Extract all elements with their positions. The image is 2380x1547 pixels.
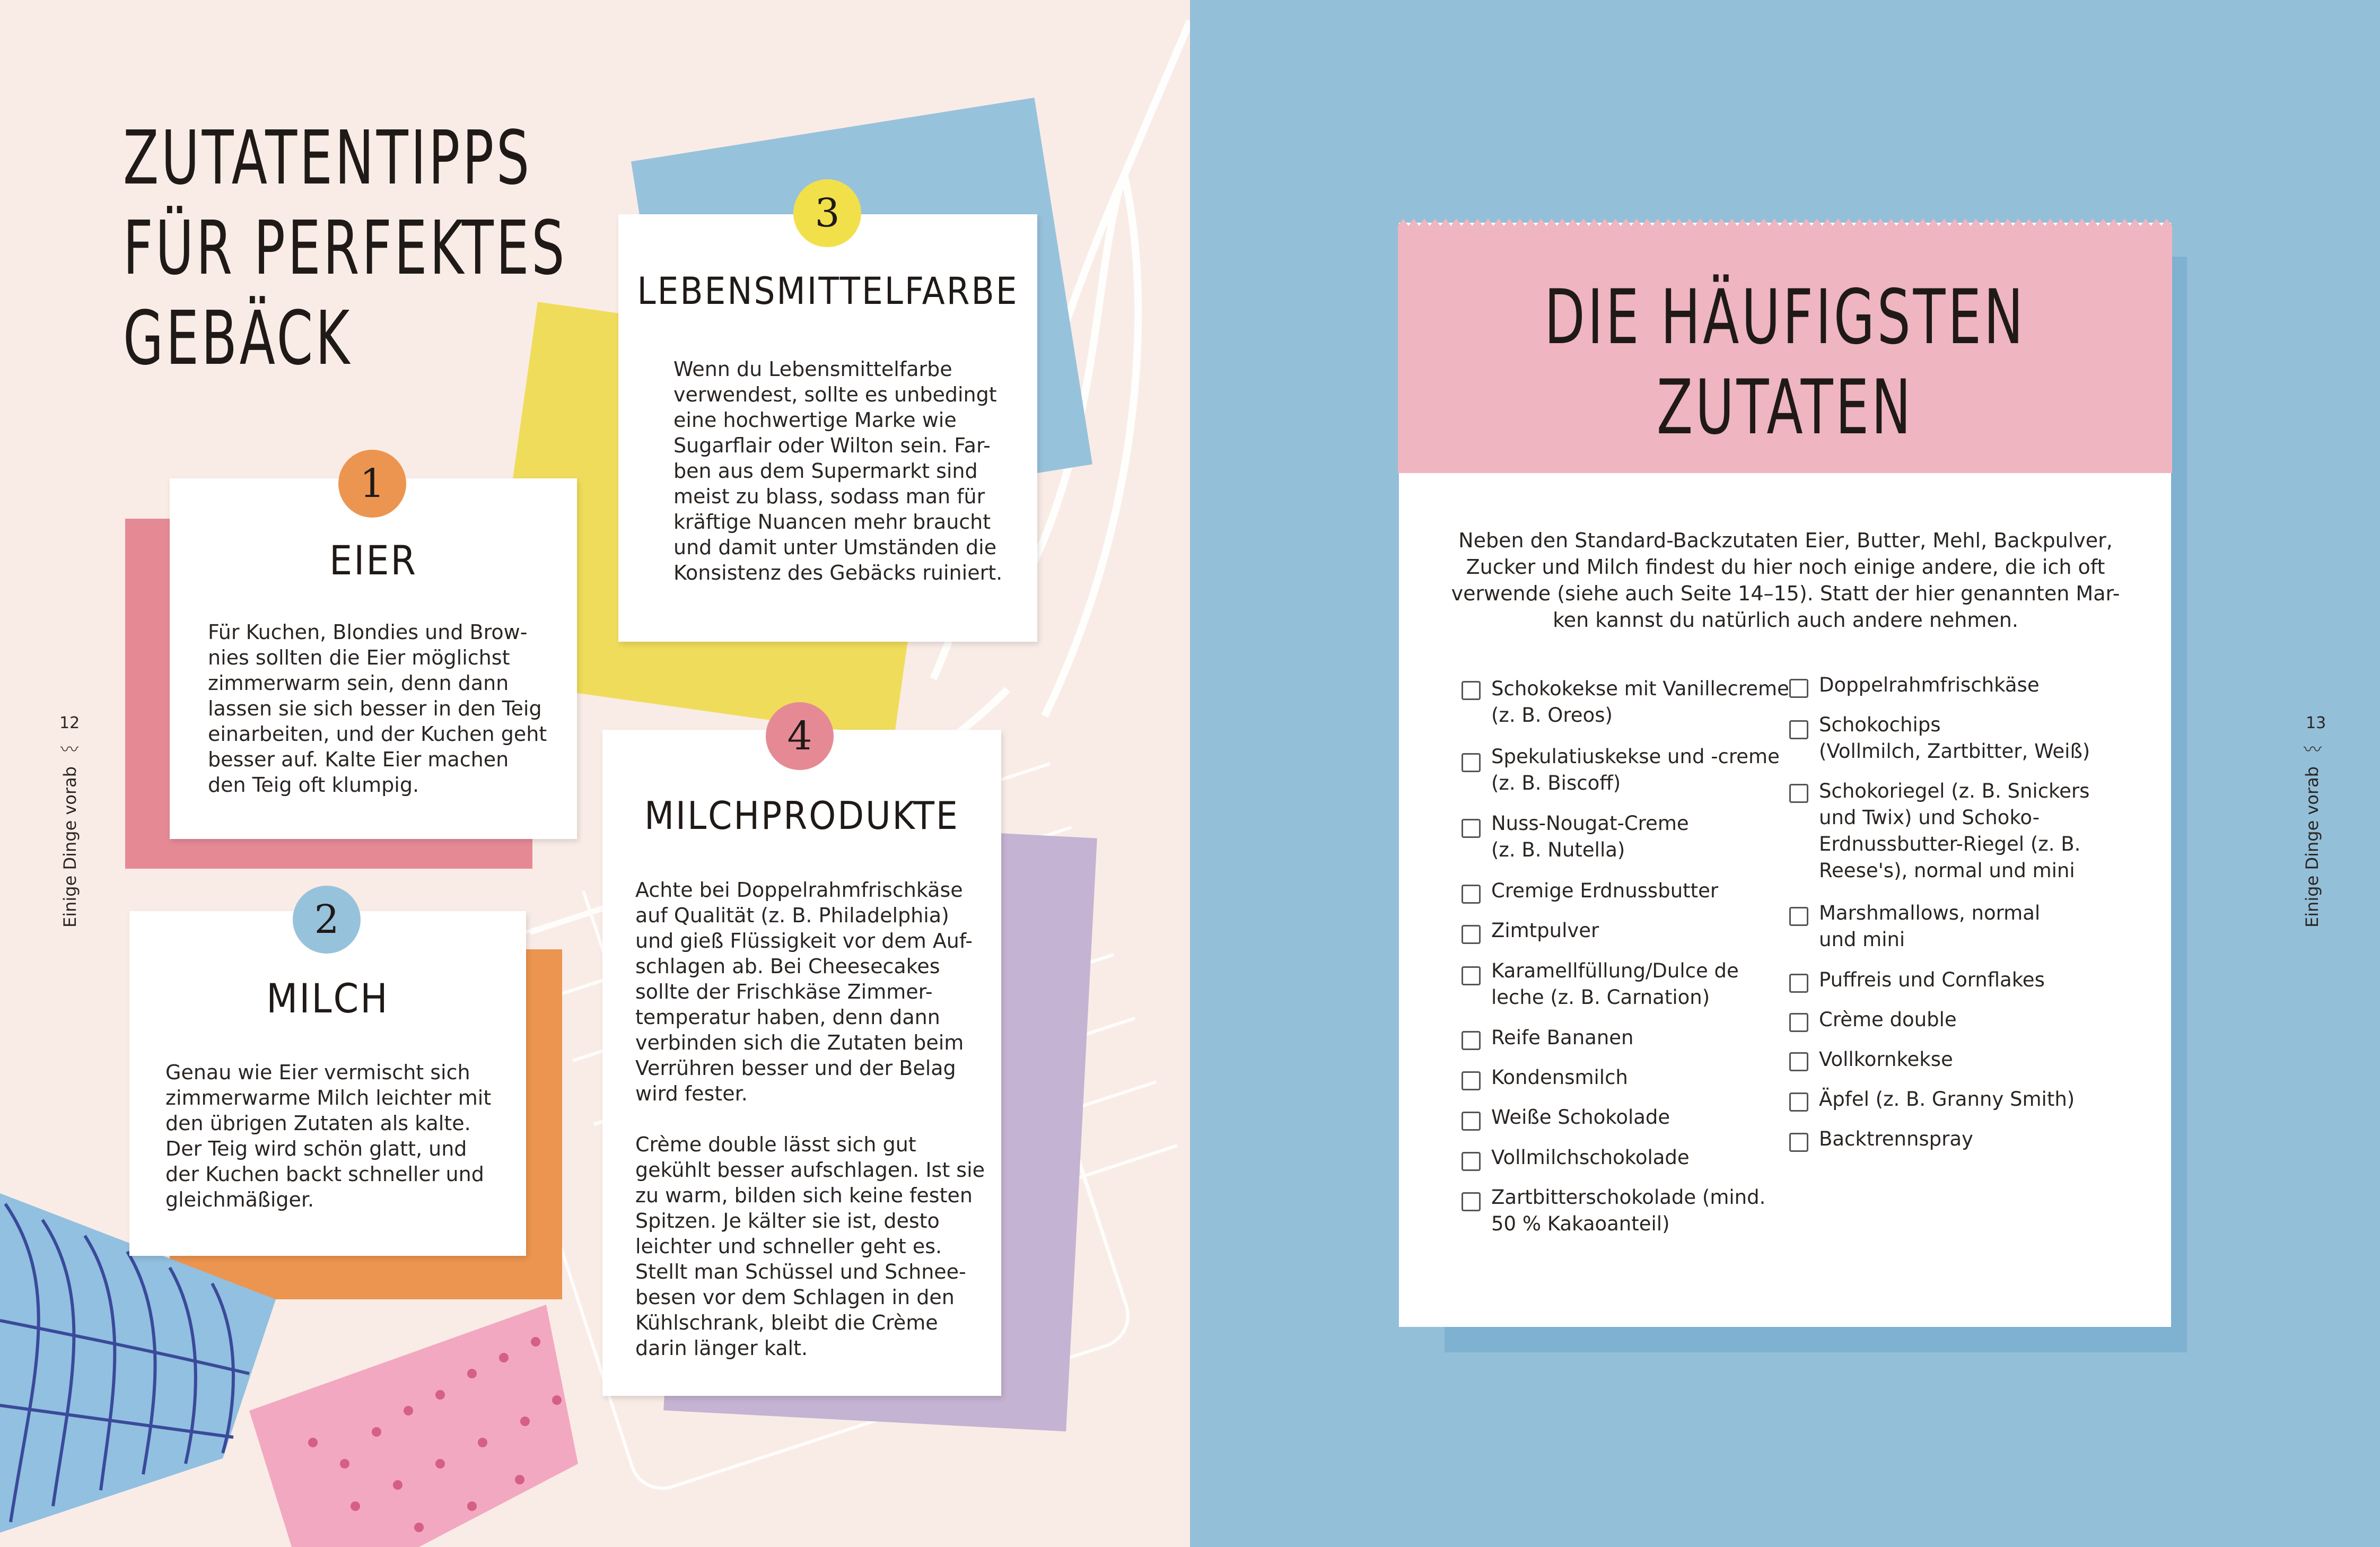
checkbox[interactable] [1789, 1013, 1808, 1032]
checklist-item: Karamellfüllung/Dulce de leche (z. B. Carnation) [1491, 959, 1739, 1009]
checkbox[interactable] [1462, 1192, 1481, 1211]
title-line: ZUTATENTIPPS [123, 115, 532, 202]
side-label: Einige Dinge vorab [2302, 766, 2322, 928]
page-number: 12 [59, 714, 80, 732]
tip-card-dairy [602, 730, 1001, 1396]
checkbox[interactable] [1789, 1052, 1808, 1071]
checkbox[interactable] [1789, 720, 1808, 739]
checklist-item: Schokoriegel (z. B. Snickers und Twix) und Schoko- Erdnussbutter-Riegel (z. B. Reese's), normal und mini [1819, 780, 2090, 882]
checkbox[interactable] [1789, 784, 1808, 803]
card-title: MILCHPRODUKTE [644, 793, 959, 838]
checkbox[interactable] [1462, 819, 1481, 838]
card-text: Achte bei Doppelrahmfrischkäse auf Qualität (z. B. Philadelphia) und gieß Flüssigkeit vor dem Auf- schlagen ab. Bei Cheesecakes sollte der Frischkäse Zimmer- temperatur haben, denn dann verbinden sich die Zutaten beim Verrühren besser und der Belag wird fester. Crème double lässt sich gut gekühlt besser aufschlagen. Ist sie zu warm, bilden sich keine festen Spitzen. Je kälter sie ist, desto leichter und schneller geht es. Stellt man Schüssel und Schnee- besen vor dem Schlagen in den Kühlschrank, bleibt die Crème darin länger kalt. [635, 878, 985, 1360]
title-line: DIE HÄUFIGSTEN [1544, 274, 2026, 361]
checklist-item: Zimtpulver [1491, 919, 1599, 942]
tip-card-milk [129, 911, 526, 1256]
checklist-item: Doppelrahmfrischkäse [1819, 674, 2040, 696]
checklist-item: Weiße Schokolade [1491, 1106, 1670, 1129]
checkbox[interactable] [1462, 681, 1481, 700]
card-text: Genau wie Eier vermischt sich zimmerwarme Milch leichter mit den übrigen Zutaten als kalte. Der Teig wird schön glatt, und der Kuchen backt schneller und gleichmäßiger. [165, 1061, 492, 1211]
checkbox[interactable] [1462, 1112, 1481, 1131]
tip-card-eggs [170, 478, 577, 839]
checkbox[interactable] [1462, 1031, 1481, 1050]
checklist-item: Nuss-Nougat-Creme (z. B. Nutella) [1491, 812, 1689, 861]
pink-cupcake-liner [249, 1305, 589, 1547]
card-title: LEBENSMITTELFARBE [637, 269, 1019, 313]
checklist-item: Spekulatiuskekse und -creme (z. B. Biscoff) [1491, 745, 1780, 794]
checkbox[interactable] [1462, 925, 1481, 944]
checkbox[interactable] [1462, 1071, 1481, 1090]
wave-icon: 〰 [2304, 739, 2322, 761]
wave-icon: 〰 [60, 739, 78, 761]
checklist-item: Puffreis und Cornflakes [1819, 968, 2045, 991]
checklist-item: Zartbitterschokolade (mind. 50 % Kakaoanteil) [1491, 1186, 1766, 1235]
sheet-title [1399, 273, 2171, 453]
checklist-item: Schokochips (Vollmilch, Zartbitter, Weiß) [1819, 713, 2090, 763]
checkbox[interactable] [1462, 885, 1481, 904]
badge-1: 1 [338, 450, 406, 518]
right-page [1190, 0, 2380, 1547]
checklist-item: Vollkornkekse [1819, 1048, 1953, 1071]
title-line: FÜR PERFEKTES [123, 205, 567, 292]
checklist-item: Schokokekse mit Vanillecreme (z. B. Oreos) [1491, 677, 1789, 727]
page-number: 13 [2306, 714, 2326, 732]
tip-card-food-coloring [618, 214, 1037, 642]
badge-3: 3 [793, 179, 861, 247]
checklist-item: Crème double [1819, 1008, 1957, 1031]
checklist-item: Äpfel (z. B. Granny Smith) [1819, 1088, 2075, 1111]
intro-text: Neben den Standard-Backzutaten Eier, Butter, Mehl, Backpulver, Zucker und Milch findest du hier noch einige andere, die ich oft verwende (siehe auch Seite 14–15). Statt der hier genannten Mar- ken kannst du natürlich auch andere nehmen. [1451, 529, 2120, 632]
checklist-item: Kondensmilch [1491, 1066, 1628, 1089]
badge-2: 2 [293, 886, 361, 954]
checkbox[interactable] [1462, 1152, 1481, 1171]
checklist-item: Vollmilchschokolade [1491, 1146, 1690, 1169]
page-title [123, 113, 567, 384]
checklist-item: Cremige Erdnussbutter [1491, 879, 1719, 902]
checklist-item: Marshmallows, normal und mini [1819, 902, 2041, 951]
card-title: MILCH [266, 975, 389, 1022]
card-text: Für Kuchen, Blondies und Brow- nies sollten die Eier möglichst zimmerwarm sein, denn dann lassen sie sich besser in den Teig einarbeiten, und der Kuchen geht besser auf. Kalte Eier machen den Teig oft klumpig. [208, 620, 547, 797]
checkbox[interactable] [1789, 1092, 1808, 1112]
checkbox[interactable] [1789, 907, 1808, 926]
side-label: Einige Dinge vorab [60, 766, 80, 928]
card-title: EIER [329, 537, 418, 584]
checkbox[interactable] [1462, 966, 1481, 985]
title-line: GEBÄCK [123, 295, 352, 382]
title-line: ZUTATEN [1656, 364, 1914, 451]
checkbox[interactable] [1462, 753, 1481, 772]
badge-4: 4 [766, 702, 834, 770]
checkbox[interactable] [1789, 679, 1808, 698]
checkbox[interactable] [1789, 974, 1808, 993]
checkbox[interactable] [1789, 1133, 1808, 1152]
card-text: Wenn du Lebensmittelfarbe verwendest, sollte es unbedingt eine hochwertige Marke wie Sugarflair oder Wilton sein. Far- ben aus dem Supermarkt sind meist zu blass, sodass man für kräftige Nuancen mehr braucht und damit unter Umständen die Konsistenz des Gebäcks ruiniert. [673, 357, 1003, 584]
checklist-item: Backtrennspray [1819, 1128, 1973, 1150]
checklist-item: Reife Bananen [1491, 1026, 1634, 1049]
